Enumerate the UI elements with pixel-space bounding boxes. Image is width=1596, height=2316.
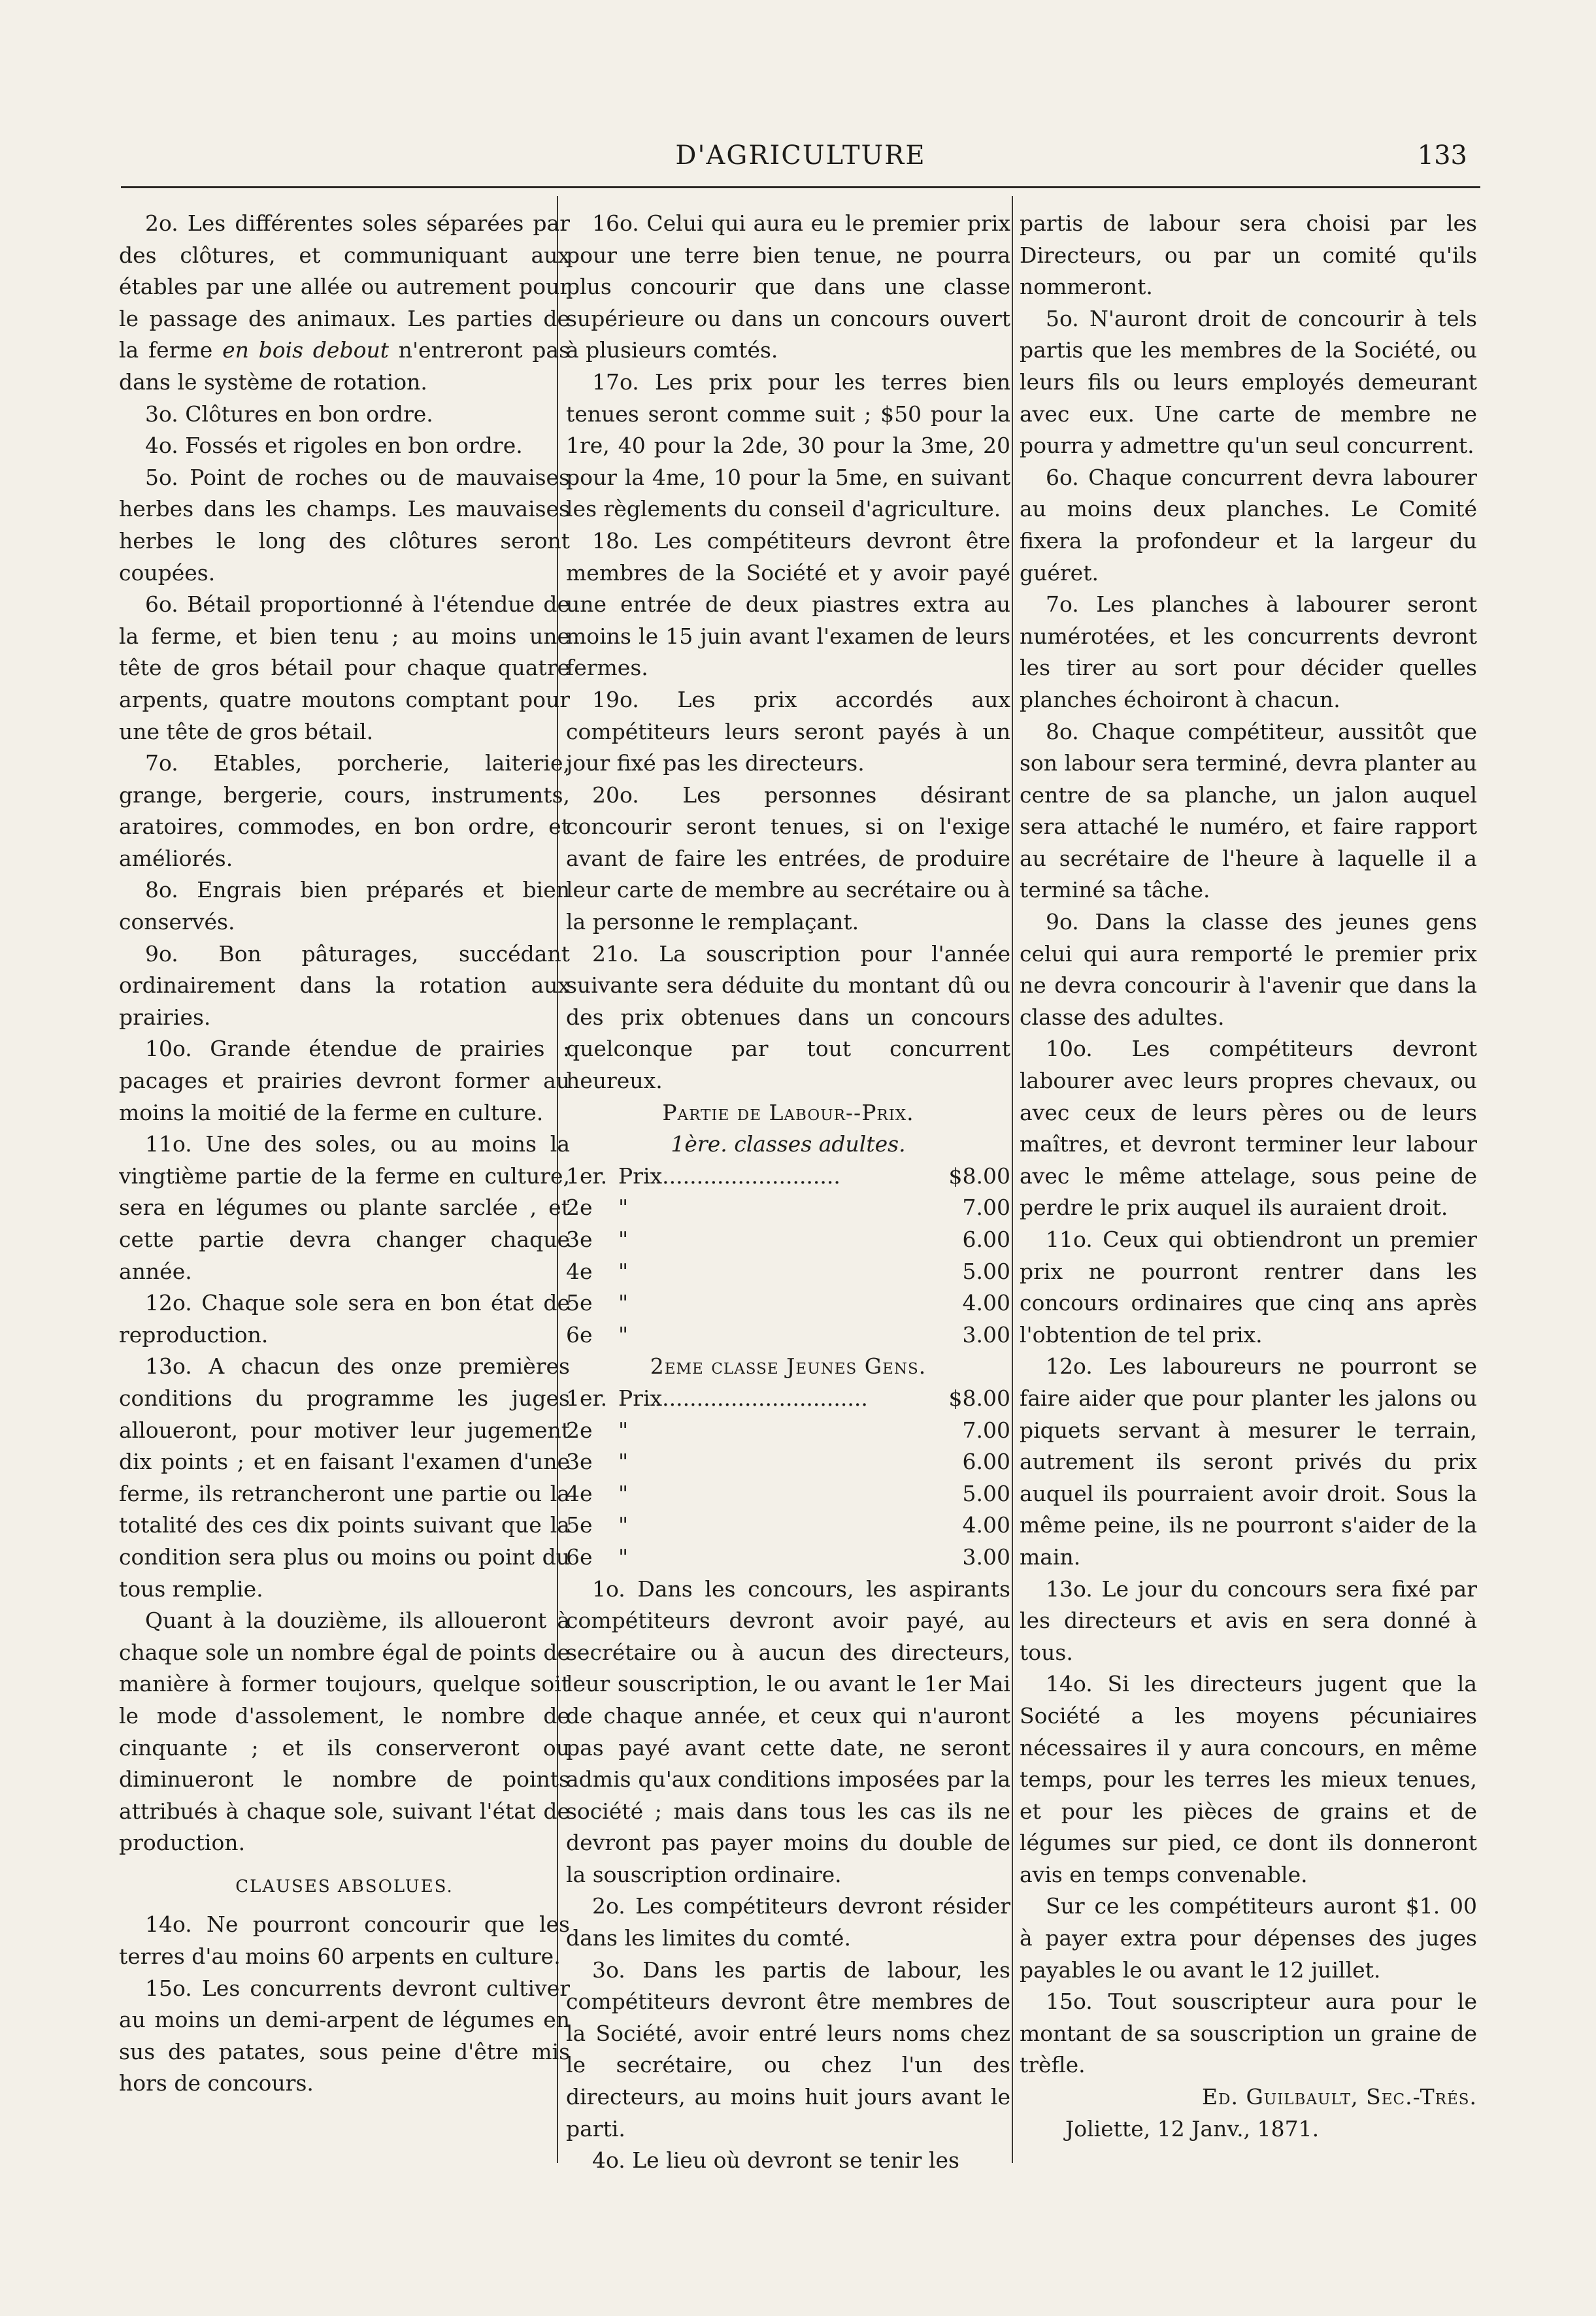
prize-rank: 1er. [566,1385,608,1411]
prize-row [566,1383,1010,1415]
column-3 [1020,208,1477,2253]
paragraph: 3o. Dans les partis de labour, les compétiteurs devront être membres de la Société, avoir entré leurs noms chez le secrétaire, ou chez l'un des directeurs, au moins huit jours avant le parti. [566,1957,1010,2142]
paragraph: 2o. Les compétiteurs devront résider dans les limites du comté. [566,1893,1010,1951]
paragraph: 4o. Fossés et rigoles en bon ordre. [145,433,523,459]
paragraph: 9o. Dans la classe des jeunes gens celui qui aura remporté le premier prix ne devra concourir à l'avenir que dans la classe des adultes. [1020,909,1477,1030]
prize-amount: 4.00 [962,1290,1010,1316]
paragraph: 9o. Bon pâturages, succédant ordinairement dans la rotation aux prairies. [119,940,570,1030]
paragraph: 13o. Le jour du concours sera fixé par les directeurs et avis en sera donné à tous. [1020,1576,1477,1665]
paragraph: 15o. Les concurrents devront cultiver au moins un demi-arpent de légumes en sus des patates, sous peine d'être mis hors de concours. [119,1975,570,2096]
prize-amount: $8.00 [948,1163,1010,1189]
prize-row [566,1415,1010,1447]
prize-label: Prix.......................... [618,1163,840,1189]
prize-row [566,1542,1010,1574]
place-date: Joliette, 12 Janv., 1871. [1065,2115,1320,2142]
prize-label: " [618,1258,629,1284]
column-divider-2 [1012,196,1013,2163]
prize-rank: 2e [566,1195,593,1221]
paragraph: 5o. N'auront droit de concourir à tels partis que les membres de la Société, ou leurs fils ou leurs employés demeurant avec eux. Une carte de membre ne pourra y admettre qu'un seul concurrent. [1020,305,1477,459]
paragraph: 11o. Ceux qui obtiendront un premier prix ne pourront rentrer dans les concours ordinaires que cinq ans après l'obtention de tel prix. [1020,1227,1477,1348]
paragraph: 6o. Bétail proportionné à l'étendue de la ferme, et bien tenu ; au moins une tête de gros bétail pour chaque quatre arpents, quatre moutons comptant pour une tête de gros bétail. [119,591,570,744]
prize-label: " [618,1290,629,1316]
paragraph: 20o. Les personnes désirant concourir seront tenues, si on l'exige avant de faire les entrées, de produire leur carte de membre au secrétaire ou à la personne le remplaçant. [566,782,1010,935]
paragraph: 7o. Etables, porcherie, laiterie, grange, bergerie, cours, instruments, aratoires, commodes, en bon ordre, et améliorés. [119,750,570,871]
paragraph: 10o. Les compétiteurs devront labourer avec leurs propres chevaux, ou avec ceux de leurs pères ou de leurs maîtres, et devront terminer leur labour avec le même attelage, sous peine de perdre le prix auquel ils auraient droit. [1020,1036,1477,1221]
paragraph: 17o. Les prix pour les terres bien tenues seront comme suit ; $50 pour la 1re, 40 pour la 2de, 30 pour la 3me, 20 pour la 4me, 10 pour la 5me, en suivant les règlements du conseil d'agriculture. [566,369,1010,522]
prize-amount: 3.00 [962,1321,1010,1348]
paragraph: partis de labour sera choisi par les Directeurs, ou par un comité qu'ils nommeront. [1020,210,1477,300]
prize-rank: 3e [566,1449,593,1475]
paragraph: 8o. Chaque compétiteur, aussitôt que son labour sera terminé, devra planter au centre de sa planche, un jalon auquel sera attaché le numéro, et faire rapport au secrétaire de l'heure à laquelle il a terminé sa tâche. [1020,718,1477,903]
paragraph: 11o. Une des soles, ou au moins la vingtième partie de la ferme en culture, sera en légumes ou plante sarclée , et cette partie devra changer chaque année. [119,1131,570,1284]
prize-amount: 7.00 [962,1417,1010,1443]
paragraph: 4o. Le lieu où devront se tenir les [592,2147,959,2174]
prize-section-title: Partie de Labour--Prix. [662,1099,914,1125]
paragraph: 13o. A chacun des onze premières conditions du programme les juges alloueront, pour motiver leur jugement dix points ; et en faisant l'examen d'une ferme, ils retrancheront une partie ou la totalité des ces dix points suivant que la condition sera plus ou moins ou point du tous remplie. [119,1353,570,1602]
prize-rank: 2e [566,1417,593,1443]
column-1 [119,208,570,2253]
prize-class-title: 1ère. classes adultes. [671,1131,906,1157]
paragraph: 1o. Dans les concours, les aspirants compétiteurs devront avoir payé, au secrétaire ou à aucun des directeurs, leur souscription, le ou avant le 1er Mai de chaque année, et ceux qui n'auront pas payé avant cette date, ne seront admis qu'aux conditions imposées par la société ; mais dans tous les cas ils ne devront pas payer moins du double de la souscription ordinaire. [566,1576,1010,1887]
paragraph: 2o. Les différentes soles séparées par des clôtures, et communiquant aux étables par une allée ou autrement pour le passage des animaux. Les parties de la ferme en bois debout n'entreront pas dans le système de rotation. [119,210,570,395]
prize-amount: 7.00 [962,1195,1010,1221]
prize-row [566,1192,1010,1224]
prize-row [566,1510,1010,1542]
prize-rank: 3e [566,1227,593,1252]
prize-rank: 5e [566,1512,593,1538]
running-header [121,141,1480,180]
prize-rank: 6e [566,1544,593,1570]
paragraph: 18o. Les compétiteurs devront être membres de la Société et y avoir payé une entrée de deux piastres extra au moins le 15 juin avant l'examen de leurs fermes. [566,527,1010,681]
prize-label: " [618,1512,629,1538]
prize-rank: 4e [566,1258,593,1284]
prize-row [566,1319,1010,1351]
prize-label: " [618,1480,629,1506]
prize-label: " [618,1544,629,1570]
paragraph: 8o. Engrais bien préparés et bien conservés. [119,877,570,935]
paragraph: 3o. Clôtures en bon ordre. [145,401,433,427]
prize-label: Prix.............................. [618,1385,868,1411]
paragraph: Sur ce les compétiteurs auront $1. 00 à payer extra pour dépenses des juges payables le ou avant le 12 juillet. [1020,1893,1477,1983]
paragraph: 6o. Chaque concurrent devra labourer au moins deux planches. Le Comité fixera la profondeur et la largeur du guéret. [1020,464,1477,586]
header-rule [121,186,1480,188]
prize-label: " [618,1195,629,1221]
prize-table-youth [566,1383,1010,1574]
paragraph: 5o. Point de roches ou de mauvaises herbes dans les champs. Les mauvaises herbes le long des clôtures seront coupées. [119,464,570,586]
paragraph: 10o. Grande étendue de prairies : pacages et prairies devront former au moins la moitié de la ferme en culture. [119,1036,570,1125]
prize-amount: 5.00 [962,1480,1010,1506]
prize-row [566,1446,1010,1478]
paragraph: 15o. Tout souscripteur aura pour le montant de sa souscription un graine de trèfle. [1020,1989,1477,2078]
prize-label: " [618,1227,629,1252]
paragraph: 14o. Si les directeurs jugent que la Société a les moyens pécuniaires nécessaires il y aura concours, en même temps, pour les terres les mieux tenues, et pour les pièces de grains et de légumes sur pied, ce dont ils donneront avis en temps convenable. [1020,1671,1477,1887]
prize-rank: 4e [566,1480,593,1506]
paragraph: 7o. Les planches à labourer seront numérotées, et les concurrents devront les tirer au sort pour décider quelles planches échoiront à chacun. [1020,591,1477,712]
section-heading: CLAUSES ABSOLUES. [235,1876,454,1896]
paragraph: 12o. Chaque sole sera en bon état de reproduction. [119,1290,570,1348]
page-number: 133 [1417,141,1467,171]
paragraph: 16o. Celui qui aura eu le premier prix pour une terre bien tenue, ne pourra plus concourir que dans une classe supérieure ou dans un concours ouvert à plusieurs comtés. [566,210,1010,363]
prize-label: " [618,1321,629,1348]
paragraph: Quant à la douzième, ils alloueront à chaque sole un nombre égal de points de manière à former toujours, quelque soit le mode d'assolement, le nombre de cinquante ; et ils conserveront ou diminueront le nombre de points attribués à chaque sole, suivant l'état de production. [119,1608,570,1856]
signature: Ed. Guilbault, Sec.-Trés. [1201,2084,1477,2110]
paragraph: 14o. Ne pourront concourir que les terres d'au moins 60 arpents en culture. [119,1911,570,1970]
paragraph: 21o. La souscription pour l'année suivante sera déduite du montant dû ou des prix obtenues dans un concours quelconque par tout concurrent heureux. [566,940,1010,1094]
prize-amount: 5.00 [962,1258,1010,1284]
prize-row [566,1161,1010,1193]
prize-amount: $8.00 [948,1385,1010,1411]
prize-amount: 6.00 [962,1227,1010,1252]
prize-row [566,1287,1010,1319]
prize-class-title: 2eme classe Jeunes Gens. [650,1353,927,1380]
prize-label: " [618,1449,629,1475]
prize-amount: 3.00 [962,1544,1010,1570]
prize-amount: 6.00 [962,1449,1010,1475]
paragraph: 19o. Les prix accordés aux compétiteurs leurs seront payés à un jour fixé pas les directeurs. [566,686,1010,776]
prize-label: " [618,1417,629,1443]
running-title: D'AGRICULTURE [675,141,926,171]
prize-row [566,1256,1010,1288]
prize-amount: 4.00 [962,1512,1010,1538]
column-2 [566,208,1010,2253]
prize-table-adults [566,1161,1010,1351]
prize-rank: 1er. [566,1163,608,1189]
prize-row [566,1478,1010,1510]
prize-rank: 5e [566,1290,593,1316]
paragraph: 12o. Les laboureurs ne pourront se faire aider que pour planter les jalons ou piquets servant à mesurer le terrain, autrement ils seront privés du prix auquel ils pourraient avoir droit. Sous la même peine, ils ne pourront s'aider de la main. [1020,1353,1477,1570]
prize-row [566,1224,1010,1256]
prize-rank: 6e [566,1321,593,1348]
